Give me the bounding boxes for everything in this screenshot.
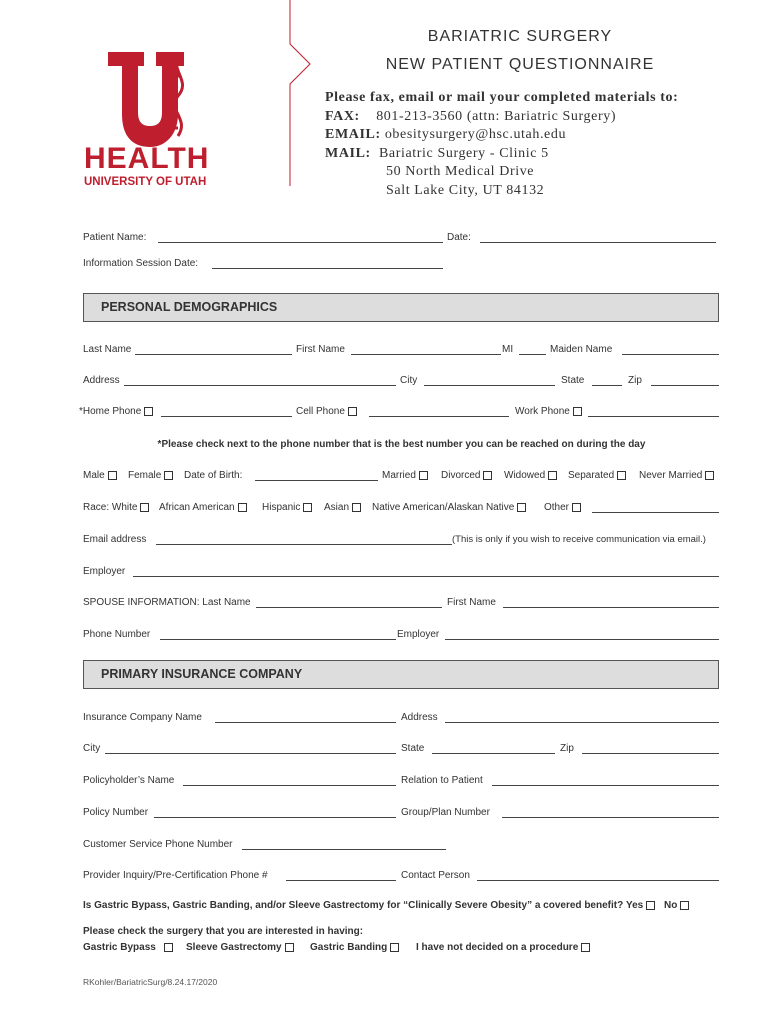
spouse-employer-field[interactable] (445, 629, 719, 640)
cell-phone-field[interactable] (369, 406, 509, 417)
spouse-phone-label: Phone Number (83, 629, 151, 640)
policy-number-field[interactable] (154, 807, 396, 818)
yes-checkbox[interactable] (646, 901, 655, 910)
surgery-prompt: Please check the surgery that you are interested in having: (83, 926, 364, 937)
email-label: EMAIL: (325, 127, 381, 142)
university-of-utah-health-logo (84, 52, 209, 192)
race-white-checkbox[interactable] (140, 503, 149, 512)
male-label: Male (83, 470, 105, 481)
relation-field[interactable] (492, 775, 719, 786)
mi-label: MI (502, 344, 514, 355)
sleeve-gastrectomy-label: Sleeve Gastrectomy (186, 942, 282, 953)
group-number-field[interactable] (502, 807, 719, 818)
employer-label: Employer (83, 566, 126, 577)
email-address-label: Email address (83, 534, 147, 545)
home-phone-field[interactable] (161, 406, 292, 417)
provider-inquiry-row (83, 870, 720, 886)
insurance-zip-field[interactable] (582, 743, 719, 754)
state-label: State (561, 375, 585, 386)
primary-insurance-header (83, 660, 719, 689)
address-label: Address (83, 375, 120, 386)
customer-service-label: Customer Service Phone Number (83, 839, 233, 850)
surgery-prompt-row (83, 926, 720, 942)
work-phone-label: Work Phone (515, 406, 570, 417)
divorced-label: Divorced (441, 470, 481, 481)
info-session-field[interactable] (212, 258, 443, 269)
undecided-checkbox[interactable] (581, 943, 590, 952)
logo-word: HEALTH (84, 142, 210, 175)
u-logo-icon (84, 52, 209, 152)
spouse-phone-row (83, 629, 720, 645)
widowed-label: Widowed (504, 470, 546, 481)
spouse-employer-label: Employer (397, 629, 440, 640)
spouse-first-name-field[interactable] (503, 597, 719, 608)
email-note: (This is only if you wish to receive communication via email.) (452, 534, 706, 545)
work-phone-field[interactable] (588, 406, 719, 417)
undecided-label: I have not decided on a procedure (416, 942, 579, 953)
first-name-label: First Name (296, 344, 345, 355)
african-american-checkbox[interactable] (238, 503, 247, 512)
address-row (83, 375, 720, 391)
home-phone-label: *Home Phone (79, 406, 142, 417)
dob-field[interactable] (255, 470, 378, 481)
info-session-row (83, 258, 720, 274)
insurance-company-field[interactable] (215, 712, 396, 723)
email-row (83, 534, 720, 550)
insurance-zip-label: Zip (560, 743, 574, 754)
covered-benefit-row (83, 900, 720, 916)
covered-benefit-question: Is Gastric Bypass, Gastric Banding, and/or Sleeve Gastrectomy for “Clinically Severe Obesity” a covered benefit? (83, 900, 624, 911)
employer-field[interactable] (133, 566, 719, 577)
patient-name-field[interactable] (158, 232, 443, 243)
insurance-address-label: Address (401, 712, 438, 723)
divorced-checkbox[interactable] (483, 471, 492, 480)
mail-line2: 50 North Medical Drive (386, 164, 535, 179)
gastric-bypass-checkbox[interactable] (164, 943, 173, 952)
insurance-city-row (83, 743, 720, 759)
married-label: Married (382, 470, 416, 481)
state-field[interactable] (592, 375, 622, 386)
logo-sub: UNIVERSITY OF UTAH (84, 176, 207, 188)
insurance-company-row (83, 712, 720, 728)
footer-code: RKohler/BariatricSurg/8.24.17/2020 (83, 977, 218, 987)
instructions: Please fax, email or mail your completed materials to: (325, 90, 679, 105)
patient-name-row (83, 232, 720, 248)
mi-field[interactable] (519, 344, 546, 355)
mail-line1: Bariatric Surgery - Clinic 5 (378, 146, 549, 161)
mail-line3: Salt Lake City, UT 84132 (386, 183, 545, 198)
info-session-label: Information Session Date: (83, 258, 199, 269)
other-race-checkbox[interactable] (572, 503, 581, 512)
married-checkbox[interactable] (419, 471, 428, 480)
spouse-last-name-field[interactable] (256, 597, 442, 608)
zip-field[interactable] (651, 375, 719, 386)
maiden-name-field[interactable] (622, 344, 719, 355)
cell-phone-checkbox[interactable] (348, 407, 357, 416)
spouse-row (83, 597, 720, 613)
customer-service-field[interactable] (242, 839, 446, 850)
cell-phone-label: Cell Phone (296, 406, 345, 417)
phone-note: *Please check next to the phone number that is the best number you can be reached on during the day (157, 439, 646, 450)
female-checkbox[interactable] (164, 471, 173, 480)
fax-label: FAX: (325, 109, 360, 124)
phone-row (79, 406, 720, 422)
hispanic-checkbox[interactable] (303, 503, 312, 512)
insurance-company-label: Insurance Company Name (83, 712, 202, 723)
relation-label: Relation to Patient (401, 775, 483, 786)
section-title: PRIMARY INSURANCE COMPANY (101, 667, 303, 681)
form-title-line2: NEW PATIENT QUESTIONNAIRE (385, 56, 655, 73)
policyholder-label: Policyholder’s Name (83, 775, 175, 786)
patient-name-label: Patient Name: (83, 232, 147, 243)
gastric-banding-label: Gastric Banding (310, 942, 388, 953)
date-field[interactable] (480, 232, 716, 243)
section-title: PERSONAL DEMOGRAPHICS (101, 300, 278, 314)
gastric-bypass-label: Gastric Bypass (83, 942, 156, 953)
insurance-state-label: State (401, 743, 425, 754)
policy-number-row (83, 807, 720, 823)
sex-marital-row (83, 470, 720, 486)
insurance-city-field[interactable] (105, 743, 396, 754)
dob-label: Date of Birth: (184, 470, 243, 481)
never-married-label: Never Married (639, 470, 703, 481)
email-value[interactable]: obesitysurgery@hsc.utah.edu (384, 127, 567, 142)
spouse-phone-field[interactable] (160, 629, 396, 640)
female-label: Female (128, 470, 162, 481)
spouse-first-name-label: First Name (447, 597, 496, 608)
provider-inquiry-label: Provider Inquiry/Pre-Certification Phone # (83, 870, 268, 881)
zip-label: Zip (628, 375, 642, 386)
policy-number-label: Policy Number (83, 807, 149, 818)
insurance-address-field[interactable] (445, 712, 719, 723)
native-american-label: Native American/Alaskan Native (372, 502, 515, 513)
contact-person-field[interactable] (477, 870, 719, 881)
mail-line (325, 146, 549, 162)
city-label: City (400, 375, 418, 386)
last-name-label: Last Name (83, 344, 132, 355)
group-number-label: Group/Plan Number (401, 807, 490, 818)
fax-line (325, 109, 616, 125)
other-race-field[interactable] (592, 502, 719, 513)
separated-label: Separated (568, 470, 615, 481)
employer-row (83, 566, 720, 582)
provider-inquiry-field[interactable] (286, 870, 396, 881)
sleeve-gastrectomy-checkbox[interactable] (285, 943, 294, 952)
maiden-name-label: Maiden Name (550, 344, 613, 355)
policyholder-field[interactable] (183, 775, 396, 786)
email-address-field[interactable] (156, 534, 452, 545)
no-checkbox[interactable] (680, 901, 689, 910)
african-american-label: African American (159, 502, 235, 513)
hispanic-label: Hispanic (262, 502, 301, 513)
work-phone-checkbox[interactable] (573, 407, 582, 416)
customer-service-row (83, 839, 720, 855)
home-phone-checkbox[interactable] (144, 407, 153, 416)
race-white-label: Race: White (83, 502, 138, 513)
separated-checkbox[interactable] (617, 471, 626, 480)
race-row (83, 502, 720, 518)
asian-label: Asian (324, 502, 350, 513)
policyholder-row (83, 775, 720, 791)
contact-person-label: Contact Person (401, 870, 470, 881)
date-label: Date: (447, 232, 471, 243)
spouse-last-name-label: SPOUSE INFORMATION: Last Name (83, 597, 251, 608)
yes-label: Yes (626, 900, 644, 911)
asian-checkbox[interactable] (352, 503, 361, 512)
insurance-city-label: City (83, 743, 101, 754)
form-title-line1: BARIATRIC SURGERY (427, 28, 613, 45)
surgery-options-row (83, 942, 720, 958)
fax-value: 801-213-3560 (attn: Bariatric Surgery) (376, 109, 617, 124)
email-line (325, 127, 566, 143)
other-race-label: Other (544, 502, 570, 513)
mail-label: MAIL: (325, 146, 371, 161)
address-field[interactable] (124, 375, 396, 386)
name-row (83, 344, 720, 360)
city-field[interactable] (424, 375, 555, 386)
native-american-checkbox[interactable] (517, 503, 526, 512)
male-checkbox[interactable] (108, 471, 117, 480)
widowed-checkbox[interactable] (548, 471, 557, 480)
first-name-field[interactable] (351, 344, 501, 355)
insurance-state-field[interactable] (432, 743, 555, 754)
never-married-checkbox[interactable] (705, 471, 714, 480)
personal-demographics-header (83, 293, 719, 322)
gastric-banding-checkbox[interactable] (390, 943, 399, 952)
header-divider (289, 0, 311, 186)
no-label: No (664, 900, 678, 911)
last-name-field[interactable] (135, 344, 292, 355)
